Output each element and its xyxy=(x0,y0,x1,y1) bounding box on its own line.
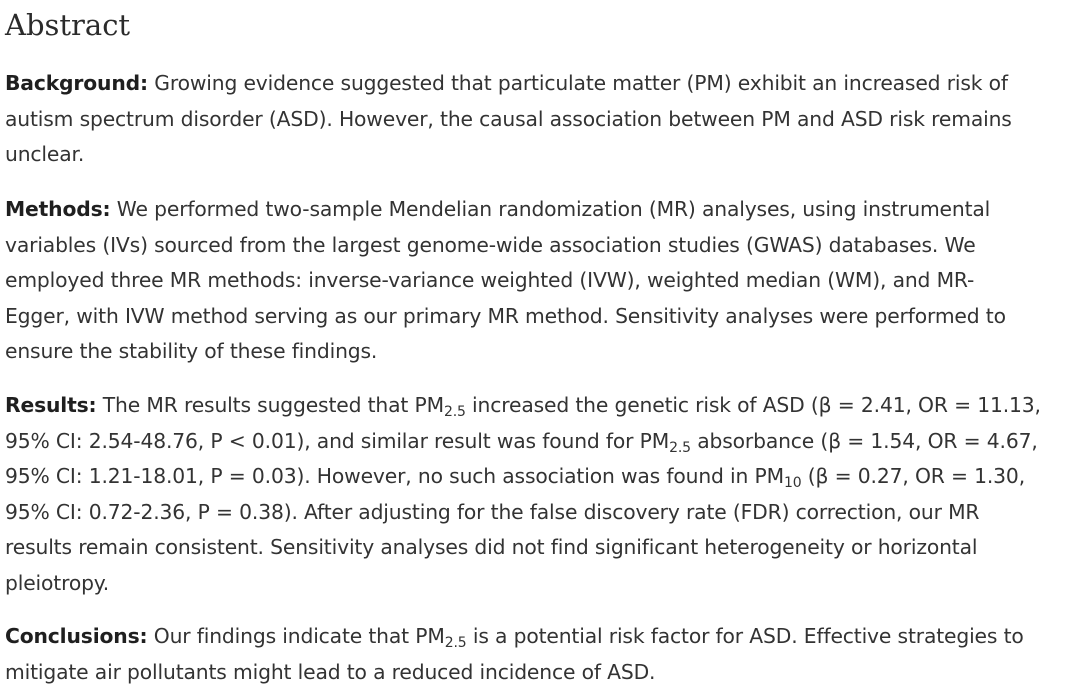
pm-subscript: 2.5 xyxy=(443,404,466,420)
results-line-2 xyxy=(5,424,1067,460)
results-line-1 xyxy=(5,388,1067,424)
methods-text-1: We performed two-sample Mendelian randomization (MR) analyses, using instrumental xyxy=(110,197,991,221)
methods-label: Methods: xyxy=(5,197,111,221)
results-text-1b: increased the genetic risk of ASD (β = 2.41, OR = 11.13, xyxy=(465,393,1041,417)
methods-line-5: ensure the stability of these findings. xyxy=(5,339,378,364)
results-text-2b: absorbance (β = 1.54, OR = 4.67, xyxy=(690,428,1038,453)
results-text-1a: The MR results suggested that PM xyxy=(96,393,444,417)
background-line-1 xyxy=(5,66,1067,102)
results-line-3 xyxy=(5,459,1067,495)
methods-line-4: Egger, with IVW method serving as our primary MR method. Sensitivity analyses were performed to xyxy=(5,303,1006,328)
results-line-4: 95% CI: 0.72-2.36, P = 0.38). After adjusting for the false discovery rate (FDR) correction, our MR xyxy=(5,499,980,524)
results-label: Results: xyxy=(5,393,97,417)
background-line-2: autism spectrum disorder (ASD). However, the causal association between PM and ASD risk remains xyxy=(5,106,1012,131)
pm-subscript: 10 xyxy=(783,475,802,492)
results-paragraph xyxy=(5,388,1067,602)
methods-line-1 xyxy=(5,192,1067,228)
conclusions-line-2: mitigate air pollutants might lead to a reduced incidence of ASD. xyxy=(5,659,656,684)
results-line-5: results remain consistent. Sensitivity analyses did not find significant heterogeneity or horizontal xyxy=(5,535,978,560)
results-text-3b: (β = 0.27, OR = 1.30, xyxy=(801,464,1025,489)
background-label: Background: xyxy=(5,71,148,95)
background-line-3: unclear. xyxy=(5,142,85,167)
results-line-6: pleiotropy. xyxy=(5,570,110,595)
results-text-2a: 95% CI: 2.54-48.76, P < 0.01), and similar result was found for PM xyxy=(5,428,670,453)
conclusions-text-1b: is a potential risk factor for ASD. Effective strategies to xyxy=(466,624,1024,648)
methods-line-3: employed three MR methods: inverse-variance weighted (IVW), weighted median (WM), and MR- xyxy=(5,268,975,293)
background-paragraph xyxy=(5,66,1067,173)
conclusions-line-1 xyxy=(5,619,1067,655)
conclusions-text-1a: Our findings indicate that PM xyxy=(147,624,445,648)
methods-line-2: variables (IVs) sourced from the largest genome-wide association studies (GWAS) databases. We xyxy=(5,232,976,257)
methods-paragraph xyxy=(5,192,1067,370)
abstract-heading: Abstract xyxy=(5,8,131,42)
conclusions-paragraph xyxy=(5,619,1067,690)
background-text-1: Growing evidence suggested that particulate matter (PM) exhibit an increased risk of xyxy=(147,71,1008,95)
pm-subscript: 2.5 xyxy=(444,635,467,651)
pm-subscript: 2.5 xyxy=(669,439,691,456)
results-text-3a: 95% CI: 1.21-18.01, P = 0.03). However, no such association was found in PM xyxy=(5,464,784,489)
conclusions-label: Conclusions: xyxy=(5,624,148,648)
